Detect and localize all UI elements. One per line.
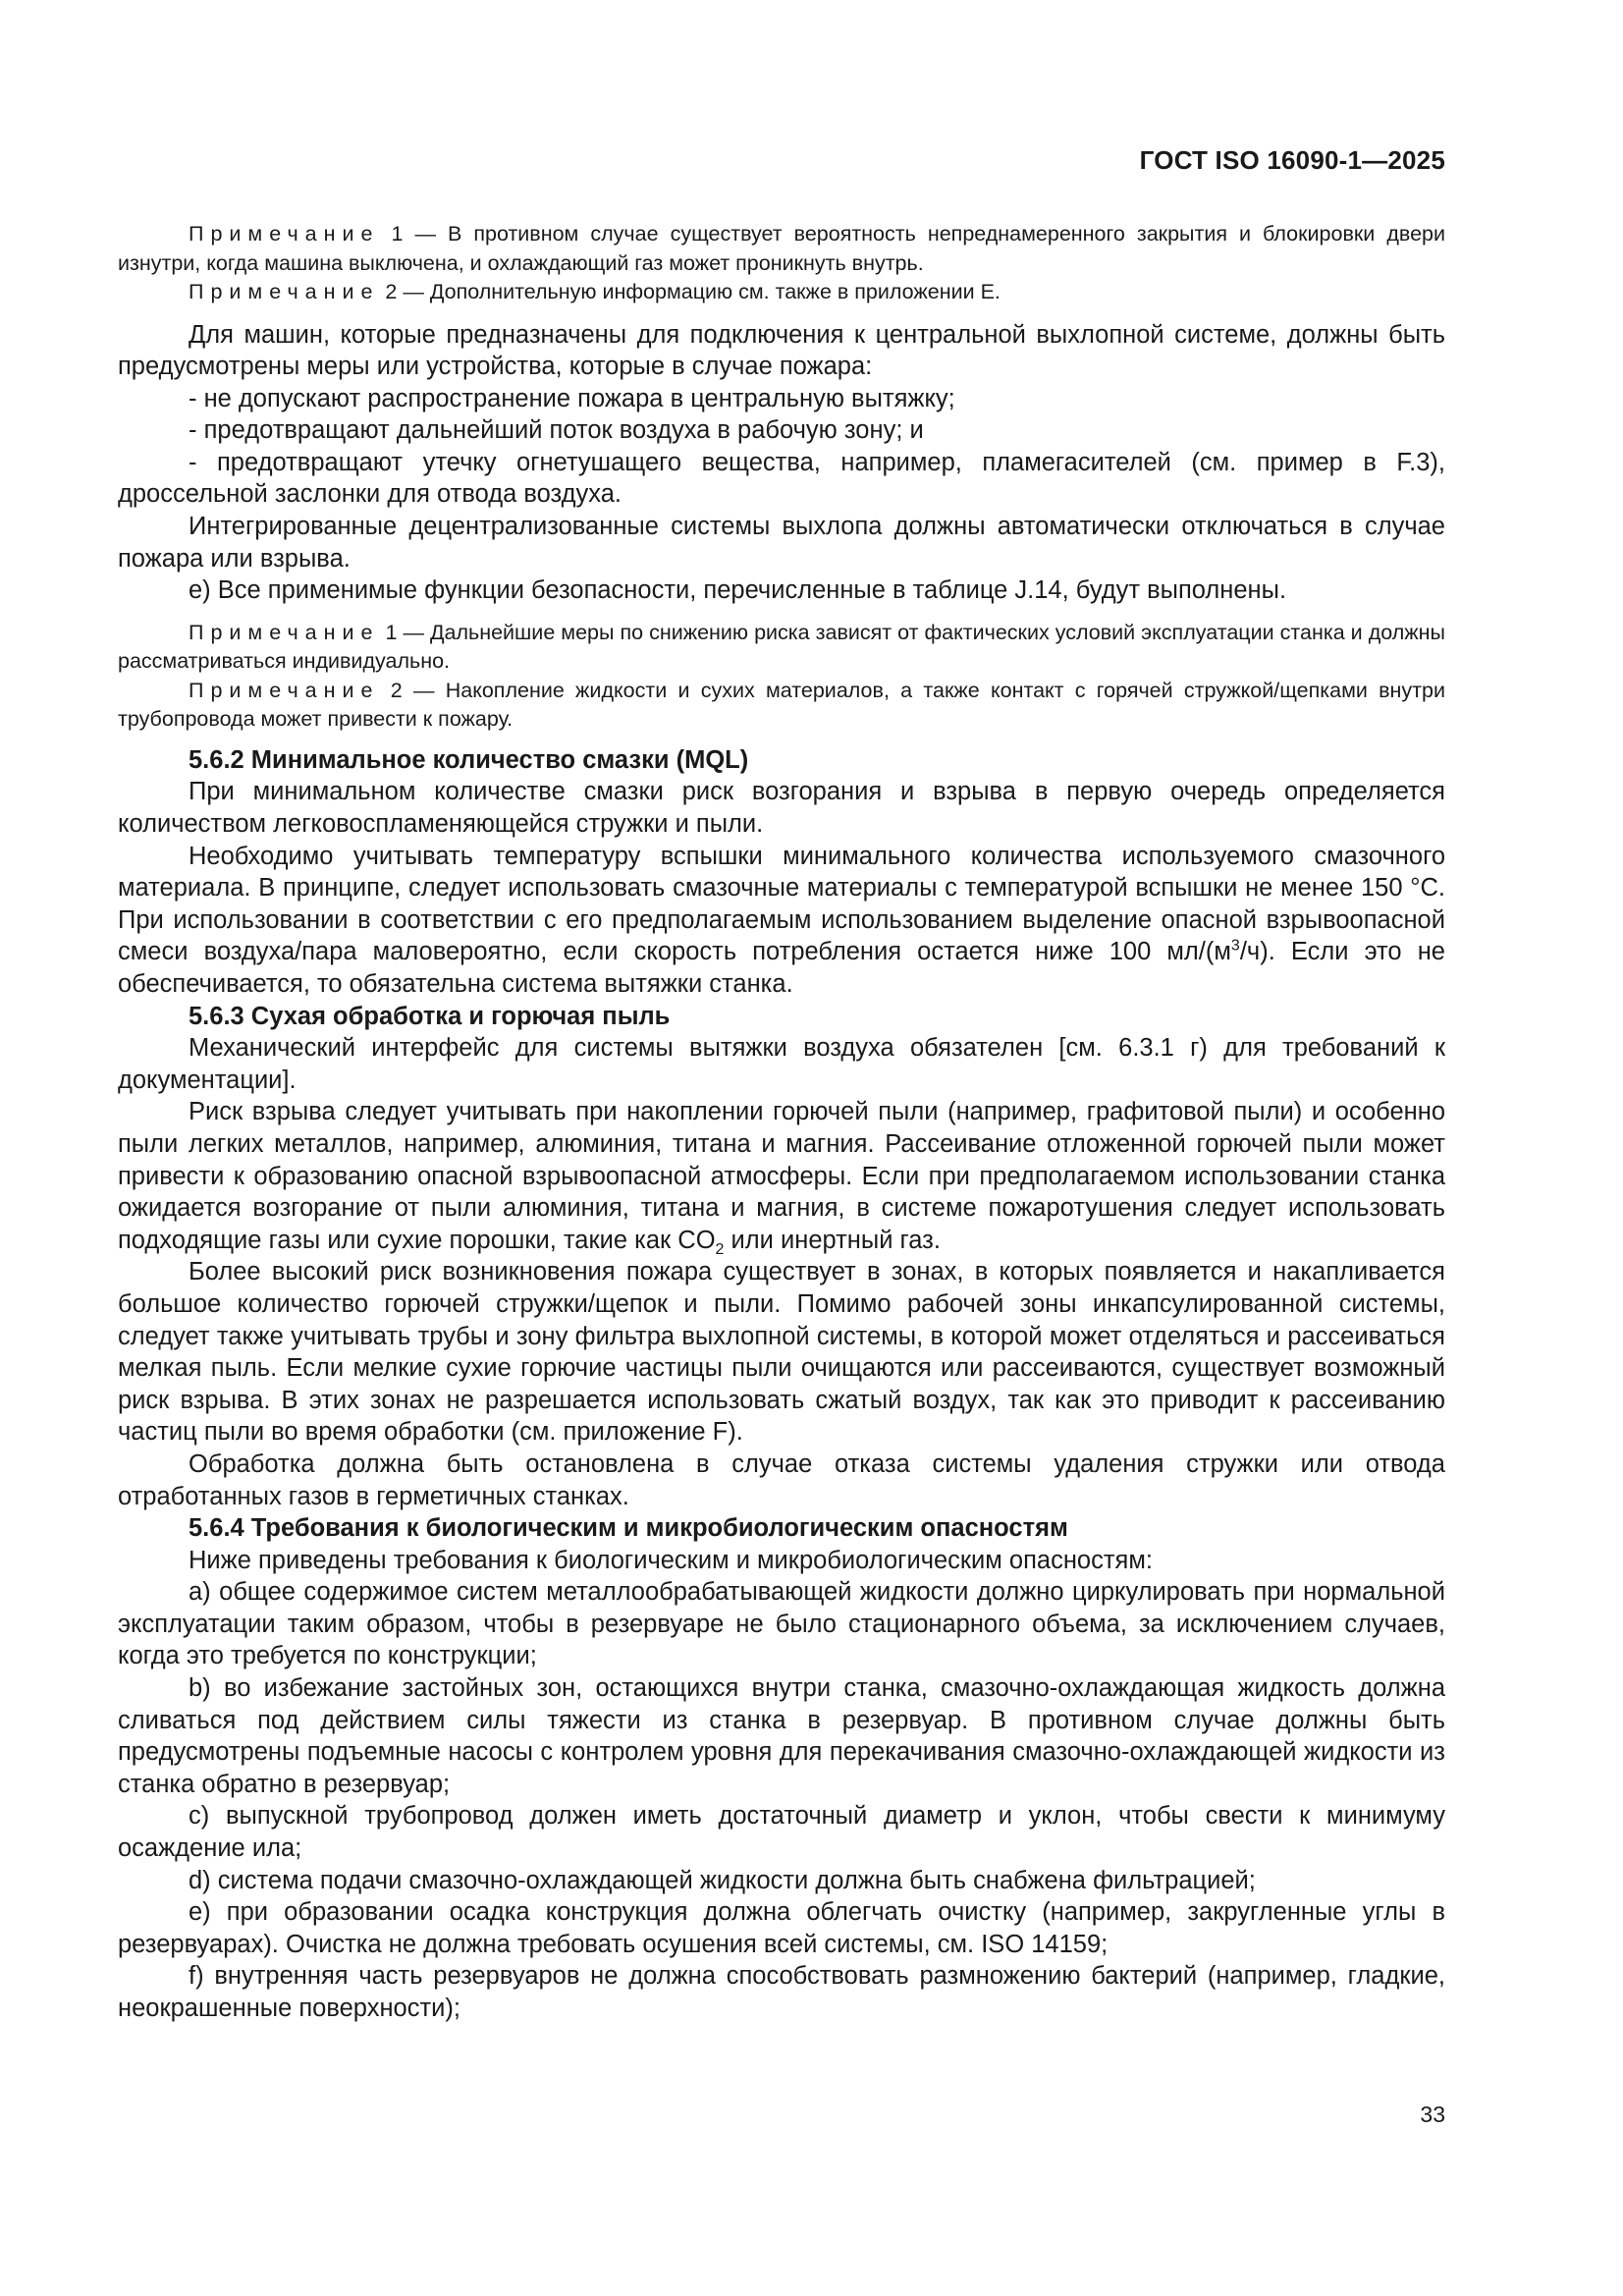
paragraph: Для машин, которые предназначены для подключения к центральной выхлопной системе, должны быть предусмотрены меры или устройства, которые в случае пожара:: [118, 320, 1445, 381]
note-label: Примечание: [189, 280, 380, 303]
list-item: e) при образовании осадка конструкция должна облегчать очистку (например, закругленные углы в резервуарах). Очистка не должна требовать осушения всей системы, см. ISO 14159;: [118, 1898, 1445, 1958]
note-1: [118, 619, 1445, 677]
subscript: 2: [715, 1240, 725, 1258]
paragraph: [118, 1096, 1445, 1256]
note-label: Примечание: [189, 620, 380, 644]
document-header: ГОСТ ISO 16090-1—2025: [1139, 145, 1445, 175]
note-label: Примечание: [189, 222, 380, 246]
paragraph: [118, 841, 1445, 1001]
text-run: Необходимо учитывать температуру вспышки минимального количества используемого смазочного материала. В принципе, следует использовать смазочные материалы с температурой вспышки не менее 150 °C. При использовании в соответствии с его предполагаемым использованием выделение опасной взрывоопасной смеси воздуха/пара маловероятно, если скорость потребления остается ниже 100 мл/(м: [118, 842, 1445, 966]
section-heading-5-6-3: 5.6.3 Сухая обработка и горючая пыль: [189, 1002, 671, 1030]
list-item: a) общее содержимое систем металлообрабатывающей жидкости должно циркулировать при нормальной эксплуатации таким образом, чтобы в резервуаре не было стационарного объема, за исключением случаев, когда это требуется по конструкции;: [118, 1578, 1445, 1670]
paragraph: e) Все применимые функции безопасности, перечисленные в таблице J.14, будут выполнены.: [189, 576, 1287, 605]
page-content: [118, 220, 1445, 2025]
text-run: Риск взрыва следует учитывать при накоплении горючей пыли (например, графитовой пыли) и особенно пыли легких металлов, например, алюминия, титана и магния. Рассеивание отложенной горючей пыли может привести к образованию опасной взрывоопасной атмосферы. Если при предполагаемом использовании станка ожидается возгорание от пыли алюминия, титана и магния, в системе пожаротушения следует использовать подходящие газы или сухие порошки, такие как CO: [118, 1098, 1445, 1254]
superscript: 3: [1230, 937, 1240, 955]
note-text: 1 — В противном случае существует вероятность непреднамеренного закрытия и блокировки двери изнутри, когда машина выключена, и охлаждающий газ может проникнуть внутрь.: [118, 222, 1445, 275]
page-number: 33: [1420, 2102, 1445, 2127]
note-1: [118, 220, 1445, 278]
text-run: /ч). Если это не обеспечивается, то обязательна система вытяжки станка.: [118, 938, 1445, 998]
note-2: [118, 278, 1445, 307]
list-item: - предотвращают дальнейший поток воздуха в рабочую зону; и: [189, 416, 924, 445]
note-text: 2 — Накопление жидкости и сухих материалов, а также контакт с горячей стружкой/щепками внутри трубопровода может привести к пожару.: [118, 678, 1445, 732]
spacer: [118, 307, 1445, 319]
list-item: b) во избежание застойных зон, остающихся внутри станка, смазочно-охлаждающая жидкость должна сливаться под действием силы тяжести из станка в резервуар. В противном случае должны быть предусмотрены подъемные насосы с контролем уровня для перекачивания смазочно-охлаждающей жидкости из станка обратно в резервуар;: [118, 1674, 1445, 1798]
list-item: f) внутренняя часть резервуаров не должна способствовать размножению бактерий (например, гладкие, неокрашенные поверхности);: [118, 1962, 1445, 2022]
note-label: Примечание: [189, 678, 380, 702]
spacer: [118, 735, 1445, 744]
list-item: d) система подачи смазочно-охлаждающей жидкости должна быть снабжена фильтрацией;: [189, 1866, 1256, 1894]
list-item: - предотвращают утечку огнетушащего вещества, например, пламегасителей (см. пример в F.3), дроссельной заслонки для отвода воздуха.: [118, 448, 1445, 509]
note-2: [118, 677, 1445, 735]
section-heading-5-6-2: 5.6.2 Минимальное количество смазки (MQL): [189, 745, 749, 774]
paragraph: Ниже приведены требования к биологическим и микробиологическим опасностям:: [189, 1546, 1153, 1574]
note-text: 1 — Дальнейшие меры по снижению риска зависят от фактических условий эксплуатации станка и должны рассматриваться индивидуально.: [118, 620, 1445, 674]
list-item: c) выпускной трубопровод должен иметь достаточный диаметр и уклон, чтобы свести к минимуму осаждение ила;: [118, 1802, 1445, 1863]
note-text: 2 — Дополнительную информацию см. также в приложении E.: [379, 280, 1001, 303]
paragraph: Механический интерфейс для системы вытяжки воздуха обязателен [см. 6.3.1 г) для требований к документации].: [118, 1034, 1445, 1094]
paragraph: При минимальном количестве смазки риск возгорания и взрыва в первую очередь определяется количеством легковоспламеняющейся стружки и пыли.: [118, 778, 1445, 839]
text-run: или инертный газ.: [724, 1226, 941, 1254]
paragraph: Интегрированные децентрализованные системы выхлопа должны автоматически отключаться в случае пожара или взрыва.: [118, 513, 1445, 573]
paragraph: Обработка должна быть остановлена в случае отказа системы удаления стружки или отвода отработанных газов в герметичных станках.: [118, 1449, 1445, 1510]
list-item: - не допускают распространение пожара в центральную вытяжку;: [189, 384, 955, 412]
section-heading-5-6-4: 5.6.4 Требования к биологическим и микробиологическим опасностям: [189, 1514, 1068, 1543]
spacer: [118, 607, 1445, 619]
paragraph: Более высокий риск возникновения пожара существует в зонах, в которых появляется и накапливается большое количество горючей стружки/щепок и пыли. Помимо рабочей зоны инкапсулированной системы, следует также учитывать трубы и зону фильтра выхлопной системы, в которой может отделяться и рассеиваться мелкая пыль. Если мелкие сухие горючие частицы пыли очищаются или рассеиваются, существует возможный риск взрыва. В этих зонах не разрешается использовать сжатый воздух, так как это приводит к рассеиванию частиц пыли во время обработки (см. приложение F).: [118, 1258, 1445, 1447]
